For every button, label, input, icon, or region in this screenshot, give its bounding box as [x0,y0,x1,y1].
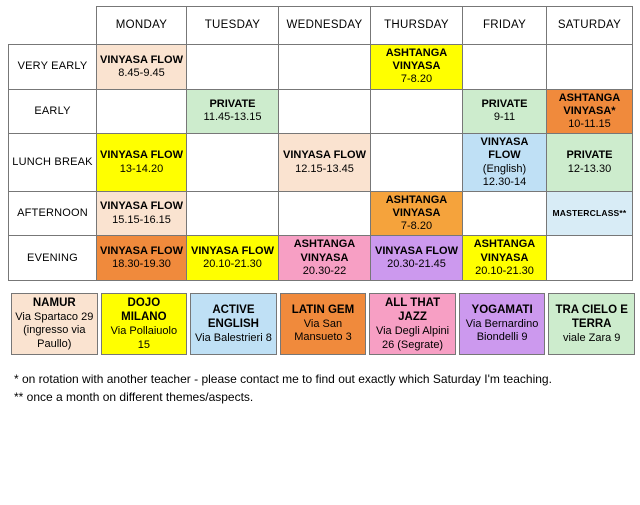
schedule-cell [187,45,279,90]
row-label: LUNCH BREAK [9,134,97,192]
schedule-cell [187,236,279,281]
day-header-tuesday: TUESDAY [187,7,279,45]
studio-address: Via Spartaco 29 (ingresso via Paullo) [15,310,94,351]
studio-name: NAMUR [32,297,76,310]
class-time: 13-14.20 [119,162,164,175]
schedule-cell [187,191,279,236]
row-label: EARLY [9,89,97,134]
row-label: AFTERNOON [9,191,97,236]
class-title: ASHTANGA VINYASA [473,238,536,264]
class-title: VINYASA FLOW [100,149,183,162]
schedule-row [9,236,633,281]
class-time: 18.30-19.30 [112,258,171,271]
studio-cell [459,293,546,355]
studio-address: Via San Mansueto 3 [294,317,352,344]
schedule-cell [371,134,463,192]
schedule-cell [97,236,187,281]
studio-cell [369,293,456,355]
studio-cell [101,293,188,355]
class-time: 9-11 [493,111,516,124]
footnote-single-asterisk: * on rotation with another teacher - please contact me to find out exactly which Saturday I'm teaching. [14,372,552,387]
studio-address: Via Bernardino Biondelli 9 [465,317,539,344]
row-label: VERY EARLY [9,45,97,90]
class-title: VINYASA FLOW [283,149,366,162]
schedule-cell [279,45,371,90]
schedule-cell [371,236,463,281]
class-title: ASHTANGA VINYASA [385,47,448,73]
day-header-saturday: SATURDAY [547,7,633,45]
schedule-cell [279,236,371,281]
schedule-cell [371,89,463,134]
class-title: PRIVATE [481,98,528,111]
class-time: 12-13.30 [567,162,612,175]
class-title: ASHTANGA VINYASA* [558,91,621,117]
schedule-cell [187,134,279,192]
studio-name: ALL THAT JAZZ [384,297,441,324]
schedule-cell [547,236,633,281]
schedule-cell [463,236,547,281]
studios-row [11,293,635,355]
schedule-cell [547,134,633,192]
studio-address: Via Balestrieri 8 [194,331,272,344]
studio-name: DOJO MILANO [121,297,167,324]
class-note: (English) [482,162,527,175]
footnotes [14,370,632,406]
weekly-schedule-table [8,6,633,281]
schedule-cell [371,45,463,90]
schedule-cell [547,191,633,236]
schedule-cell [463,45,547,90]
schedule-cell [463,134,547,192]
class-time: 20.30-21.45 [387,258,446,271]
studio-cell [548,293,635,355]
studio-name: LATIN GEM [291,304,355,317]
schedule-cell [187,89,279,134]
row-label: EVENING [9,236,97,281]
class-time: 7-8.20 [400,220,433,233]
schedule-body [9,45,633,281]
studio-address: Via Degli Alpini 26 (Segrate) [375,324,450,351]
header-corner-cell [9,7,97,45]
class-time: 20.10-21.30 [203,258,262,271]
class-title: VINYASA FLOW [191,245,274,258]
class-time: 12.15-13.45 [295,162,354,175]
schedule-cell [279,134,371,192]
class-title: VINYASA FLOW [100,200,183,213]
table-header-row [9,7,633,45]
schedule-row [9,45,633,90]
schedule-cell [279,191,371,236]
schedule-row [9,89,633,134]
studio-address: Via Pollaiuolo 15 [110,324,178,351]
class-title: VINYASA FLOW [100,245,183,258]
footnote-double-asterisk: ** once a month on different themes/aspects. [14,390,254,405]
schedule-cell [371,191,463,236]
class-time: 20.10-21.30 [475,264,534,277]
studio-address: viale Zara 9 [562,331,621,344]
schedule-row [9,191,633,236]
studio-cell [190,293,277,355]
schedule-cell [547,45,633,90]
studio-name: TRA CIELO E TERRA [555,303,628,331]
studio-name: ACTIVE ENGLISH [207,303,259,331]
schedule-cell [279,89,371,134]
schedule-row [9,134,633,192]
class-time: 15.15-16.15 [112,213,171,226]
class-time: 10-11.15 [568,117,611,130]
class-title: ASHTANGA VINYASA [385,193,448,220]
day-header-friday: FRIDAY [463,7,547,45]
class-time: 11.45-13.15 [203,111,262,124]
class-title: PRIVATE [209,98,256,111]
studio-name: YOGAMATI [471,304,533,317]
studios-strip [8,290,638,358]
schedule-cell [97,45,187,90]
schedule-cell [547,89,633,134]
schedule-cell [463,89,547,134]
class-time: 8.45-9.45 [118,66,165,79]
studio-cell [11,293,98,355]
class-time: 12.30-14 [482,175,527,188]
schedule-cell [97,191,187,236]
class-title: ASHTANGA VINYASA [293,238,356,264]
class-time: 7-8.20 [400,73,433,86]
class-time: 20.30-22 [302,264,347,277]
schedule-cell [97,89,187,134]
schedule-cell [463,191,547,236]
class-title: PRIVATE [566,149,613,162]
class-title: VINYASA FLOW [100,53,183,66]
day-header-wednesday: WEDNESDAY [279,7,371,45]
class-title: VINYASA FLOW [480,136,529,162]
day-header-thursday: THURSDAY [371,7,463,45]
class-title: VINYASA FLOW [375,245,458,258]
schedule-cell [97,134,187,192]
day-header-monday: MONDAY [97,7,187,45]
class-title: MASTERCLASS** [552,207,627,218]
studio-cell [280,293,367,355]
